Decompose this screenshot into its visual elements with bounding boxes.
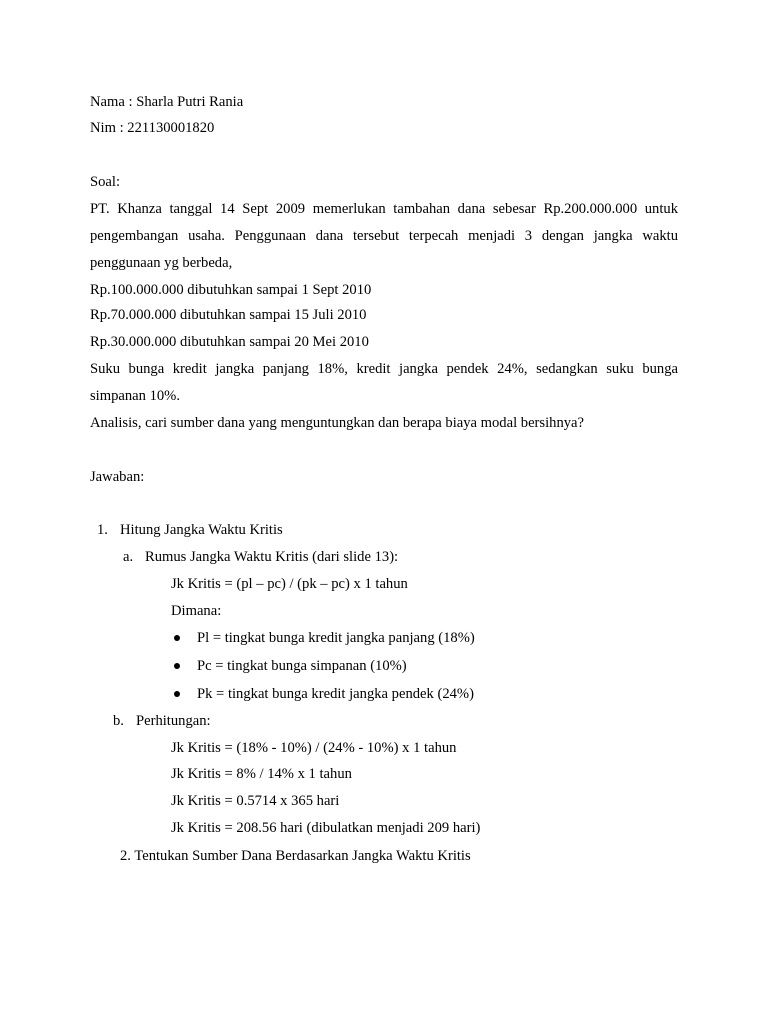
soal-heading: Soal: (90, 174, 120, 190)
sub-a-marker: a. (123, 549, 134, 565)
jawaban-heading: Jawaban: (90, 469, 145, 485)
sub-b-marker: b. (113, 713, 124, 729)
bullet-icon (174, 691, 180, 697)
step-1-number: 1. (97, 522, 108, 538)
variable-definition: Pc = tingkat bunga simpanan (10%) (197, 658, 407, 674)
bullet-icon (174, 663, 180, 669)
kebutuhan-dana-item: Rp.70.000.000 dibutuhkan sampai 15 Juli 2010 (90, 307, 367, 323)
variable-definition: Pl = tingkat bunga kredit jangka panjang (18%) (197, 630, 475, 646)
step-2-title: 2. Tentukan Sumber Dana Berdasarkan Jangka Waktu Kritis (120, 848, 471, 864)
calculation-line: Jk Kritis = 0.5714 x 365 hari (171, 793, 340, 809)
sub-a-title: Rumus Jangka Waktu Kritis (dari slide 13): (145, 549, 399, 565)
dimana-label: Dimana: (171, 603, 222, 619)
student-name: Nama : Sharla Putri Rania (90, 94, 244, 110)
suku-bunga-line: Suku bunga kredit jangka panjang 18%, kredit jangka pendek 24%, sedangkan suku bunga (90, 361, 678, 377)
soal-paragraph-line: penggunaan yg berbeda, (90, 255, 233, 271)
suku-bunga-line: simpanan 10%. (90, 388, 180, 404)
variable-definition: Pk = tingkat bunga kredit jangka pendek (24%) (197, 686, 474, 702)
calculation-line: Jk Kritis = (18% - 10%) / (24% - 10%) x 1 tahun (171, 740, 457, 756)
calculation-line: Jk Kritis = 208.56 hari (dibulatkan menjadi 209 hari) (171, 820, 481, 836)
calculation-line: Jk Kritis = 8% / 14% x 1 tahun (171, 766, 352, 782)
soal-paragraph-line: PT. Khanza tanggal 14 Sept 2009 memerlukan tambahan dana sebesar Rp.200.000.000 untuk (90, 201, 678, 217)
formula-line: Jk Kritis = (pl – pc) / (pk – pc) x 1 tahun (171, 576, 408, 592)
student-nim: Nim : 221130001820 (90, 120, 215, 136)
kebutuhan-dana-item: Rp.30.000.000 dibutuhkan sampai 20 Mei 2010 (90, 334, 369, 350)
soal-paragraph-line: pengembangan usaha. Penggunaan dana tersebut terpecah menjadi 3 dengan jangka waktu (90, 228, 678, 244)
step-1-title: Hitung Jangka Waktu Kritis (120, 522, 283, 538)
bullet-icon (174, 635, 180, 641)
sub-b-title: Perhitungan: (136, 713, 211, 729)
kebutuhan-dana-item: Rp.100.000.000 dibutuhkan sampai 1 Sept 2010 (90, 282, 372, 298)
soal-question: Analisis, cari sumber dana yang menguntungkan dan berapa biaya modal bersihnya? (90, 415, 584, 431)
